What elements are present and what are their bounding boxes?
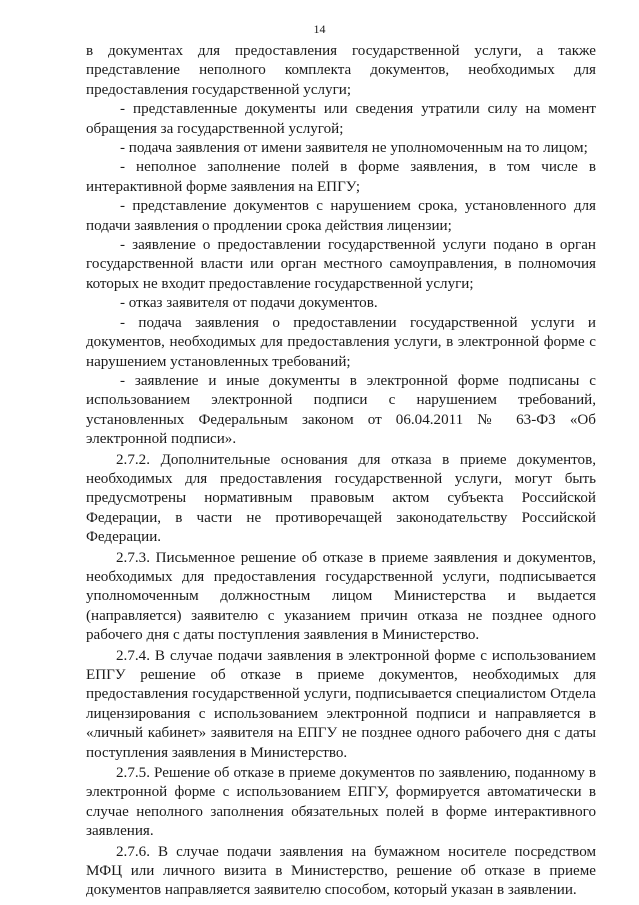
page-number: 14 [313,22,326,36]
clause-paragraph: 2.7.2. Дополнительные основания для отказа в приеме документов, необходимых для предоставления государственной услуги, могут быть предусмотрены нормативным правовым актом субъекта Российской Федерации, в части не противоречащей законодательству Российской Федерации. [86,451,596,546]
document-body [86,42,596,901]
clause-paragraph: 2.7.4. В случае подачи заявления в электронной форме с использованием ЕПГУ решение об отказе в приеме документов, необходимых для предоставления государственной услуги, подписывается специалистом Отдела лицензирования с использованием электронной подписи и направляется в «личный кабинет» заявителя на ЕПГУ не позднее одного рабочего дня с даты поступления заявления в Министерство. [86,647,596,761]
list-item: - подача заявления о предоставлении государственной услуги и документов, необходимых для предоставления услуги, в электронной форме с нарушением установленных требований; [86,314,596,370]
list-item: - заявление и иные документы в электронной форме подписаны с использованием электронной подписи с нарушением требований, установленных Федеральным законом от 06.04.2011 № 63-ФЗ «Об электронной подписи». [86,372,596,448]
list-item: - отказ заявителя от подачи документов. [120,295,378,312]
list-item: - заявление о предоставлении государственной услуги подано в орган государственной власти или орган местного самоуправления, в полномочия которых не входит предоставление государственной услуги; [86,237,596,292]
list-item: - представленные документы или сведения утратили силу на момент обращения за государственной услугой; [86,101,596,137]
clause-paragraph: 2.7.6. В случае подачи заявления на бумажном носителе посредством МФЦ или личного визита в Министерство, решение об отказе в приеме документов направляется заявителю способом, который указан в заявлении. [86,843,596,899]
clause-paragraph: 2.7.3. Письменное решение об отказе в приеме заявления и документов, необходимых для предоставления государственной услуги, подписывается уполномоченным должностным лицом Министерства и выдается (направляется) заявителю с указанием причин отказа не позднее одного рабочего дня с даты поступления заявления в Министерство. [86,549,596,644]
clause-paragraph: 2.7.5. Решение об отказе в приеме документов по заявлению, поданному в электронной форме с использованием ЕПГУ, формируется автоматически в случае неполного заполнения обязательных полей в форме интерактивного заявления. [86,765,596,840]
list-item: - представление документов с нарушением срока, установленного для подачи заявления о продлении срока действия лицензии; [86,198,596,234]
list-item: - неполное заполнение полей в форме заявления, в том числе в интерактивной форме заявления на ЕПГУ; [86,159,596,195]
paragraph-continuation: в документах для предоставления государственной услуги, а также представление неполного комплекта документов, необходимых для предоставления государственной услуги; [86,43,596,98]
list-item: - подача заявления от имени заявителя не уполномоченным на то лицом; [120,140,588,157]
